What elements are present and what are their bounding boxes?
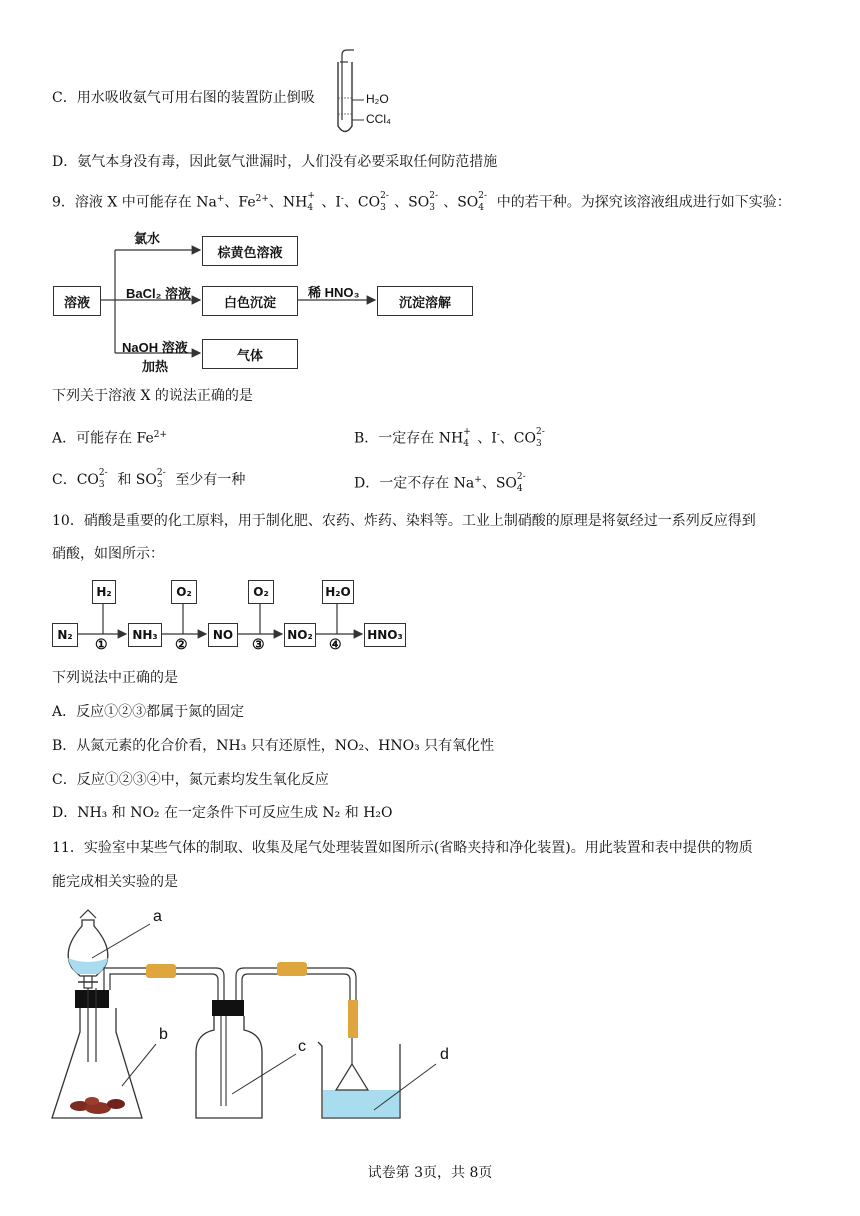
- step-2: ②: [175, 636, 188, 652]
- result-white-precipitate: 白色沉淀: [202, 286, 298, 316]
- flow-start-solution: 溶液: [53, 286, 101, 316]
- step-1: ①: [95, 636, 108, 652]
- label-d: d: [440, 1046, 449, 1063]
- step-4: ④: [329, 636, 342, 652]
- reagent-o2-2: O₂: [248, 580, 274, 604]
- q9-question: 下列关于溶液 X 的说法正确的是: [52, 388, 253, 404]
- label-c: c: [298, 1038, 306, 1055]
- q9-stem: 9．溶液 X 中可能存在 Na+、$Fe^{2+}$、NH + 4 、I-、CO 2- 3 、SO 2- 3 、SO 2- 4 中的若干种。为探究该溶液组成进行如下实验：: [52, 190, 791, 213]
- label-a: a: [153, 908, 162, 925]
- reagent-dilute-hno3: 稀 HNO₃: [308, 285, 360, 300]
- species-n2: N₂: [52, 623, 78, 647]
- species-no2: NO₂: [284, 623, 316, 647]
- reagent-naoh: NaOH 溶液: [122, 340, 188, 355]
- q8-option-c-text: C．用水吸收氨气可用右图的装置防止倒吸: [52, 90, 315, 106]
- q9-option-b: B．一定存在 NH + 4 、I-、CO 2- 3: [354, 426, 545, 449]
- page-footer: 试卷第 3页，共 8页: [367, 1165, 493, 1181]
- q10-option-d: D．NH₃ 和 NO₂ 在一定条件下可反应生成 N₂ 和 H₂O: [52, 805, 393, 821]
- result-precipitate-dissolves: 沉淀溶解: [377, 286, 473, 316]
- species-nh3: NH₃: [128, 623, 162, 647]
- species-hno3: HNO₃: [364, 623, 406, 647]
- q10-question: 下列说法中正确的是: [52, 670, 178, 686]
- reagent-h2: H₂: [92, 580, 116, 604]
- q10-option-c: C．反应①②③④中，氮元素均发生氧化反应: [52, 772, 329, 788]
- q11-stem-line2: 能完成相关实验的是: [52, 874, 178, 890]
- result-gas: 气体: [202, 339, 298, 369]
- h2o-label: H₂O: [366, 92, 389, 106]
- q9-option-d: D．一定不存在 Na+、SO 2- 4: [354, 471, 526, 494]
- ccl4-label: CCl₄: [366, 112, 391, 126]
- q10-option-b: B．从氮元素的化合价看，NH₃ 只有还原性，NO₂、HNO₃ 只有氧化性: [52, 738, 495, 754]
- q11-stem-line1: 11．实验室中某些气体的制取、收集及尾气处理装置如图所示(省略夹持和净化装置)。用此装置和表中提供的物质: [52, 840, 753, 856]
- reagent-o2-1: O₂: [171, 580, 197, 604]
- q10-stem-line2: 硝酸，如图所示：: [52, 546, 164, 562]
- q10-option-a: A．反应①②③都属于氮的固定: [52, 704, 245, 720]
- q10-stem-line1: 10．硝酸是重要的化工原料，用于制化肥、农药、炸药、染料等。工业上制硝酸的原理是将氨经过一系列反应得到: [52, 513, 756, 529]
- reagent-h2o: H₂O: [322, 580, 354, 604]
- label-b: b: [159, 1026, 168, 1043]
- result-brown-solution: 棕黄色溶液: [202, 236, 298, 266]
- reagent-chlorine-water: 氯水: [134, 231, 161, 246]
- q9-option-a: A．可能存在 $Fe^{2+}$: [52, 430, 168, 447]
- q8-option-d: D．氨气本身没有毒，因此氨气泄漏时，人们没有必要采取任何防范措施: [52, 154, 498, 170]
- reagent-bacl2: BaCl₂ 溶液: [126, 286, 192, 301]
- species-no: NO: [208, 623, 238, 647]
- q9-option-c: C．CO 2- 3 和 SO 2- 3 至少有一种: [52, 468, 246, 490]
- condition-heating: 加热: [142, 359, 169, 374]
- step-3: ③: [252, 636, 265, 652]
